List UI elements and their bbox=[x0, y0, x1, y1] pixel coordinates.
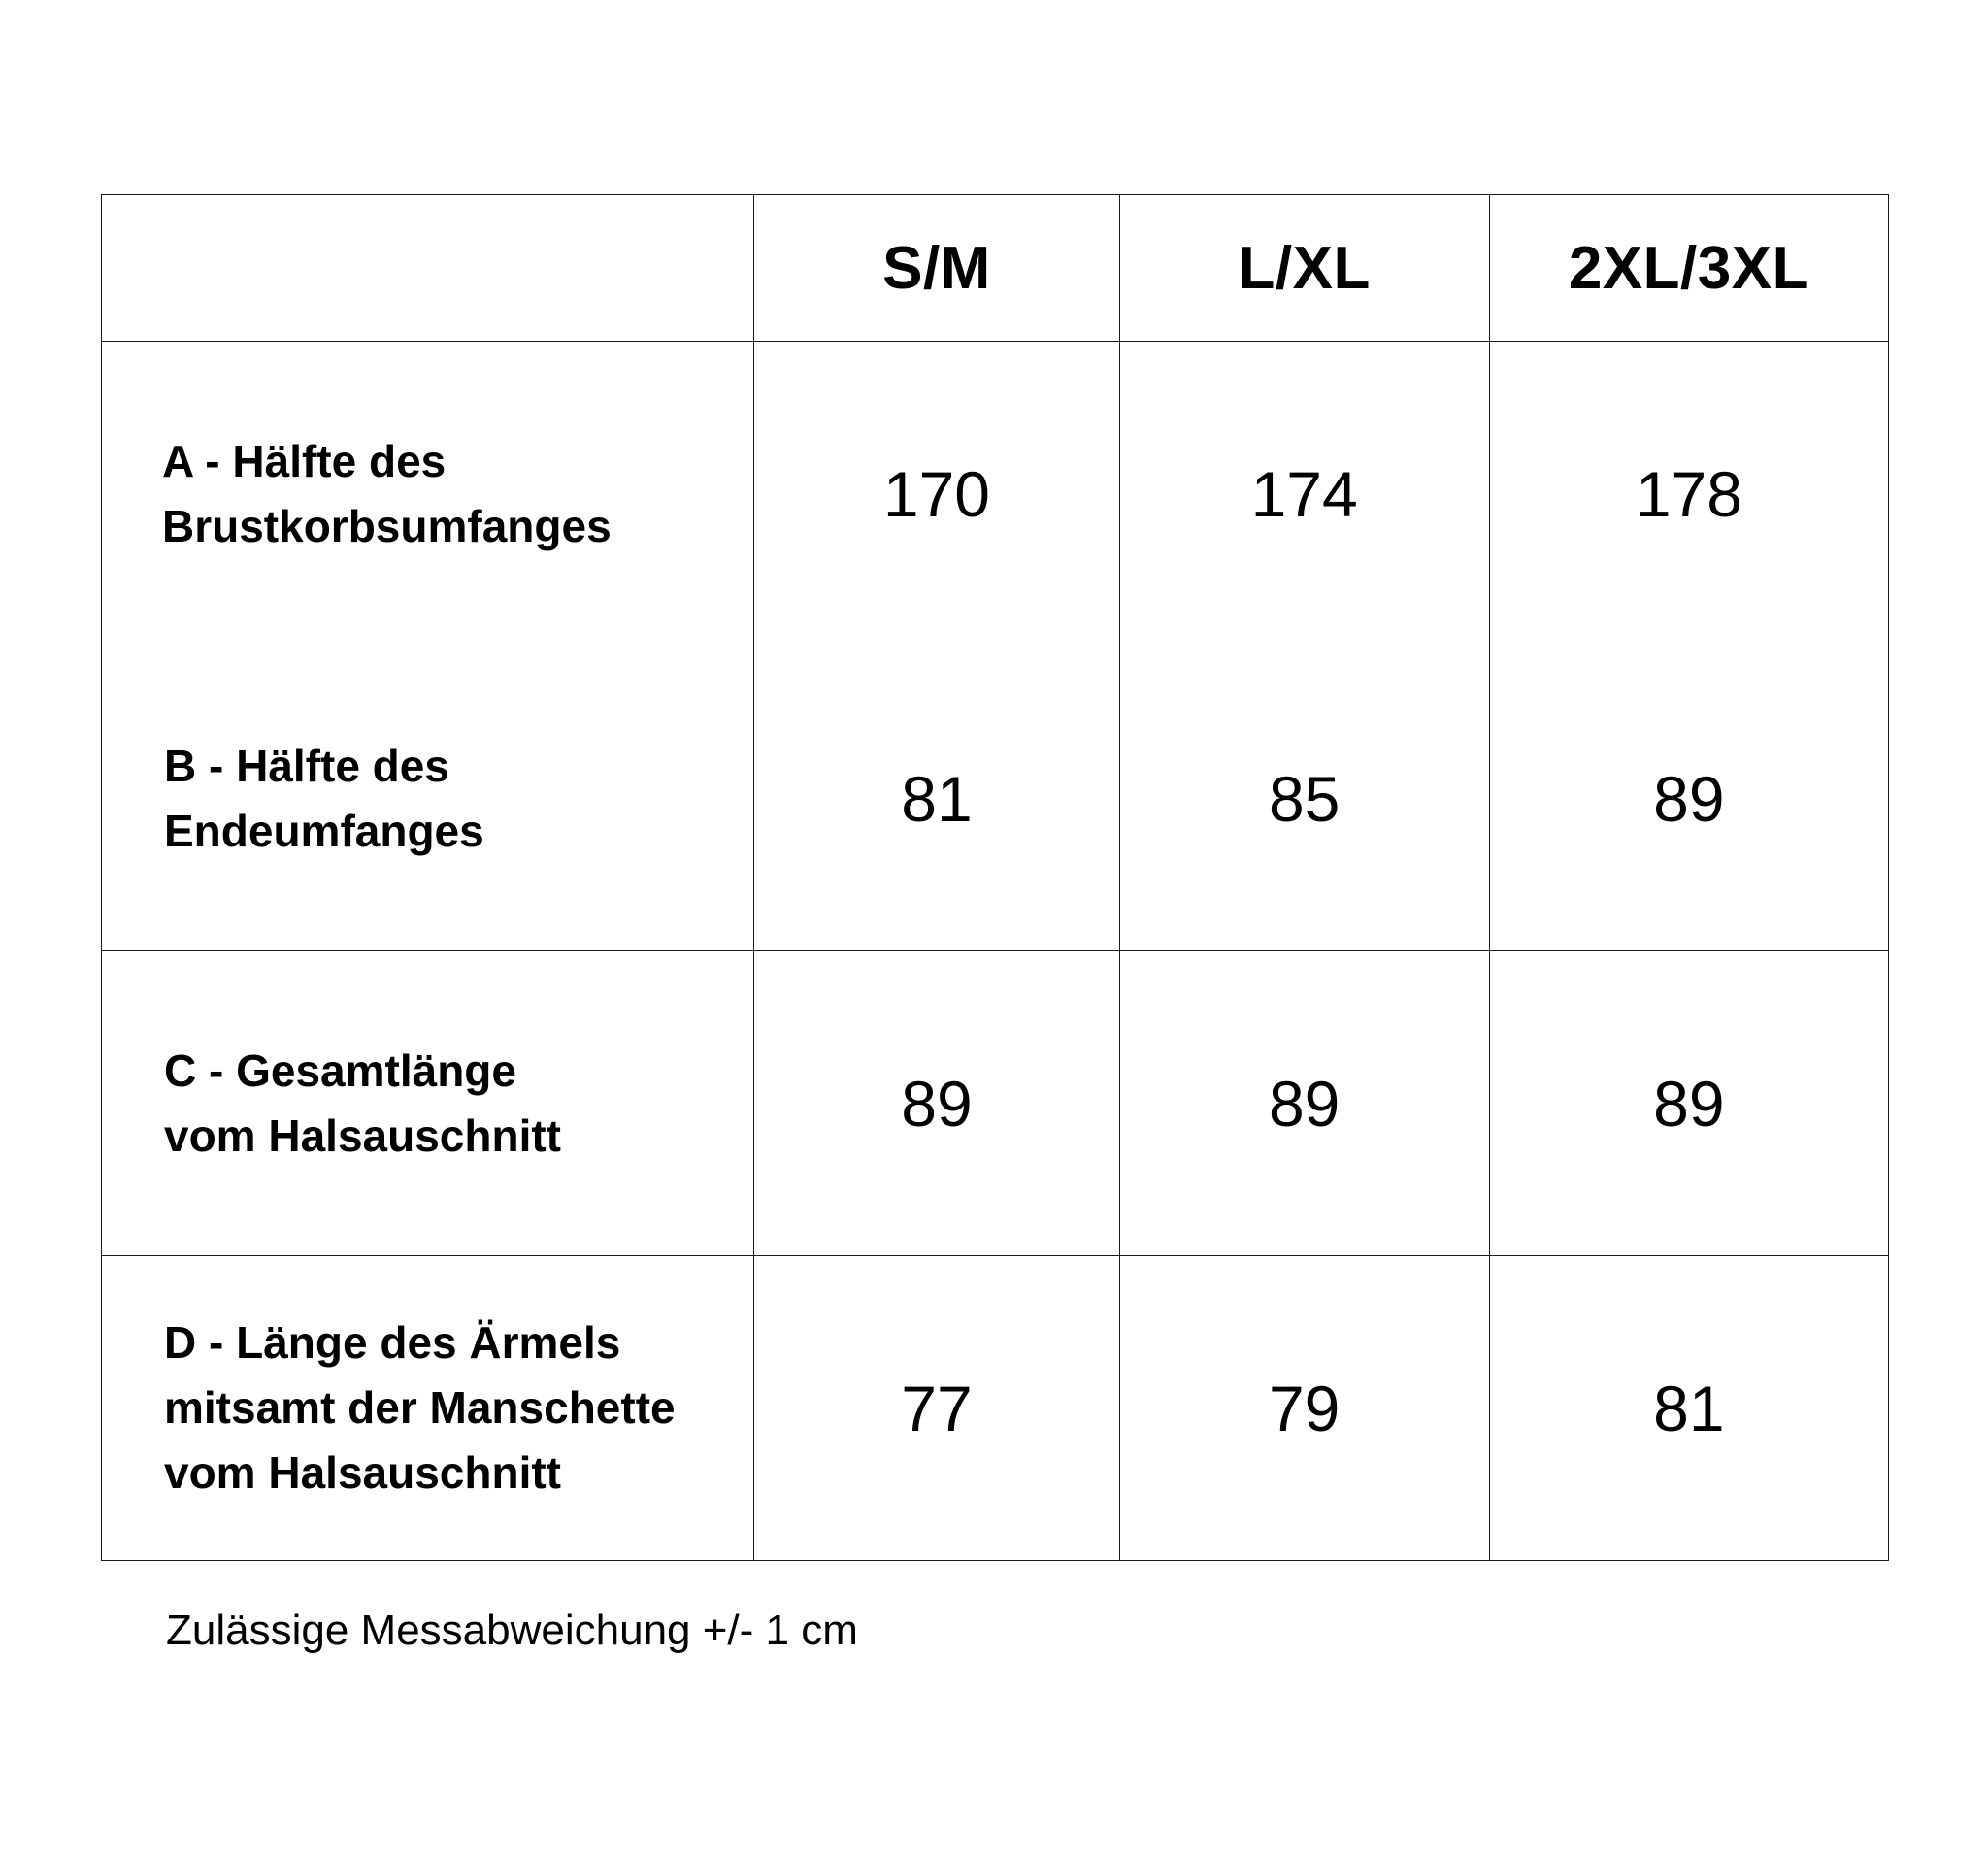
table-row bbox=[102, 342, 1889, 646]
value-cell: 77 bbox=[754, 1256, 1119, 1561]
value-cell: 89 bbox=[1489, 646, 1888, 951]
value-cell: 174 bbox=[1119, 342, 1489, 646]
row-label-a: A - Hälfte des Brustkorbsumfanges bbox=[102, 342, 754, 646]
row-label-c: C - Gesamtlänge vom Halsauschnitt bbox=[102, 951, 754, 1256]
table-header-row bbox=[102, 195, 1889, 342]
value-cell: 81 bbox=[754, 646, 1119, 951]
value-cell: 178 bbox=[1489, 342, 1888, 646]
table-row bbox=[102, 1256, 1889, 1561]
value-cell: 81 bbox=[1489, 1256, 1888, 1561]
measurement-tolerance-note: Zulässige Messabweichung +/- 1 cm bbox=[166, 1606, 858, 1654]
header-corner-cell bbox=[102, 195, 754, 342]
size-chart-table bbox=[101, 194, 1889, 1561]
row-label-b: B - Hälfte des Endeumfanges bbox=[102, 646, 754, 951]
value-cell: 79 bbox=[1119, 1256, 1489, 1561]
row-label-d: D - Länge des Ärmels mitsamt der Manschette vom Halsauschnitt bbox=[102, 1256, 754, 1561]
value-cell: 89 bbox=[754, 951, 1119, 1256]
value-cell: 89 bbox=[1489, 951, 1888, 1256]
size-header-2xl3xl: 2XL/3XL bbox=[1489, 195, 1888, 342]
table-row bbox=[102, 646, 1889, 951]
size-header-lxl: L/XL bbox=[1119, 195, 1489, 342]
value-cell: 85 bbox=[1119, 646, 1489, 951]
size-header-sm: S/M bbox=[754, 195, 1119, 342]
value-cell: 89 bbox=[1119, 951, 1489, 1256]
table-row bbox=[102, 951, 1889, 1256]
value-cell: 170 bbox=[754, 342, 1119, 646]
